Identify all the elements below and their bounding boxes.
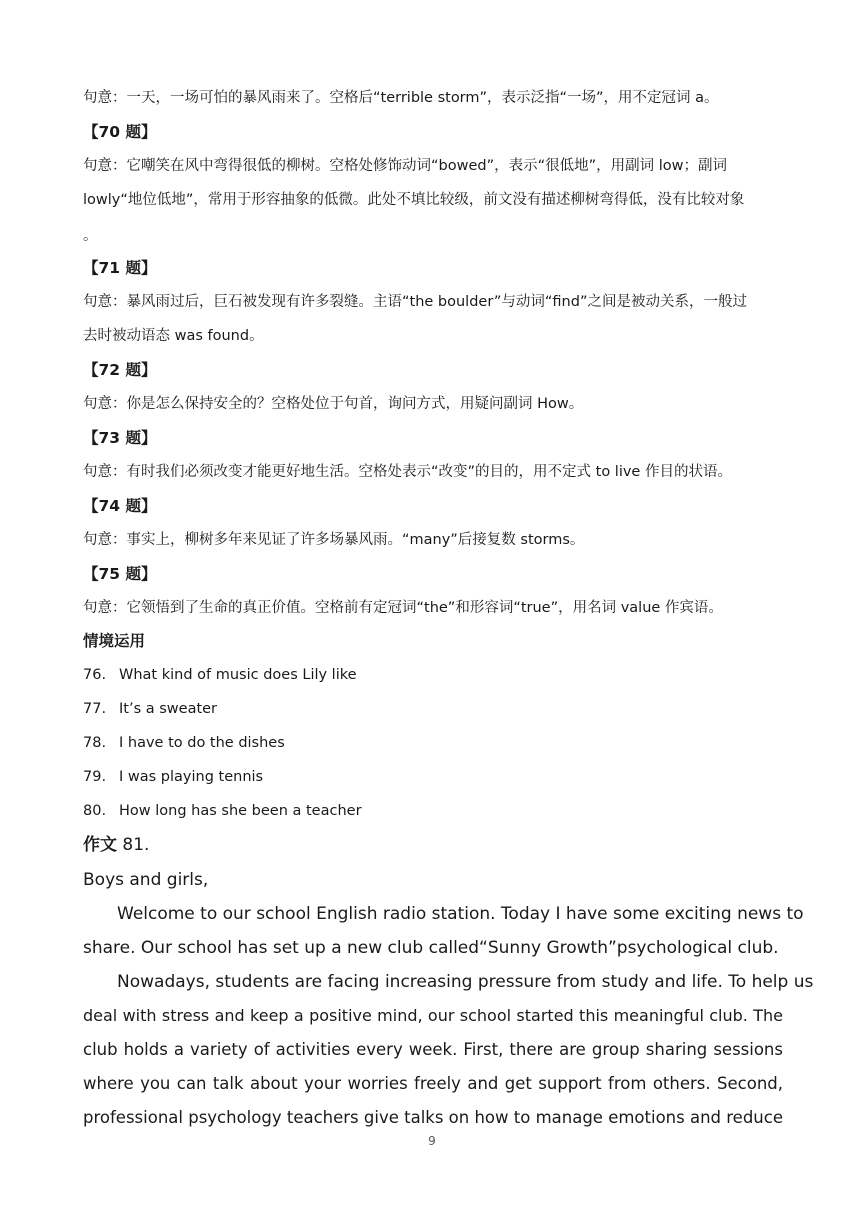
analysis-line: 句意：它嘲笑在风中弯得很低的柳树。空格处修饰动词“bowed”，表示“很低地”，用副词 low；副词 — [83, 158, 727, 174]
analysis-line: 句意：事实上，柳树多年来见证了许多场暴风雨。“many”后接复数 storms。 — [83, 532, 585, 548]
list-item-text: I was playing tennis — [119, 769, 264, 785]
essay-title-number: 81. — [117, 835, 150, 855]
analysis-line: 句意：暴风雨过后，巨石被发现有许多裂缝。主语“the boulder”与动词“find”之间是被动关系，一般过 — [83, 294, 747, 310]
list-item — [83, 733, 285, 753]
list-item-text: What kind of music does Lily like — [119, 667, 357, 683]
list-item — [83, 801, 362, 821]
question-heading: 【73 题】 — [83, 429, 157, 447]
list-item — [83, 767, 263, 787]
page-number: 9 — [428, 1134, 436, 1148]
essay-line: where you can talk about your worries freely and get support from others. Second, — [83, 1074, 783, 1093]
list-item-text: I have to do the dishes — [119, 735, 285, 751]
analysis-line: 句意：你是怎么保持安全的？空格处位于句首，询问方式，用疑问副词 How。 — [83, 396, 584, 412]
list-item-number: 77. — [83, 701, 107, 717]
question-heading: 【74 题】 — [83, 497, 157, 515]
question-heading: 【71 题】 — [83, 259, 157, 277]
analysis-line: lowly“地位低地”，常用于形容抽象的低微。此处不填比较级，前文没有描述柳树弯得低，没有比较对象 — [83, 192, 745, 208]
list-item-number: 80. — [83, 803, 107, 819]
essay-line: professional psychology teachers give talks on how to manage emotions and reduce — [83, 1108, 783, 1127]
list-item-number: 78. — [83, 735, 107, 751]
essay-greeting: Boys and girls, — [83, 870, 209, 890]
list-item-text: How long has she been a teacher — [119, 803, 362, 819]
section-heading: 情境运用 — [83, 632, 146, 650]
analysis-line: 句意：有时我们必须改变才能更好地生活。空格处表示“改变”的目的，用不定式 to live 作目的状语。 — [83, 464, 732, 480]
essay-line: share. Our school has set up a new club called“Sunny Growth”psychological club. — [83, 938, 779, 958]
question-heading: 【70 题】 — [83, 123, 157, 141]
analysis-line: 句意：它领悟到了生命的真正价值。空格前有定冠词“the”和形容词“true”，用名词 value 作宾语。 — [83, 600, 723, 616]
essay-title — [83, 834, 149, 856]
list-item — [83, 699, 217, 719]
essay-line: club holds a variety of activities every week. First, there are group sharing sessions — [83, 1040, 783, 1059]
question-heading: 【72 题】 — [83, 361, 157, 379]
list-item-number: 76. — [83, 667, 107, 683]
essay-line: Nowadays, students are facing increasing pressure from study and life. To help us — [117, 972, 814, 992]
list-item-number: 79. — [83, 769, 107, 785]
analysis-line: 。 — [83, 228, 98, 244]
question-heading: 【75 题】 — [83, 565, 157, 583]
essay-line: Welcome to our school English radio station. Today I have some exciting news to — [117, 904, 804, 924]
analysis-line: 去时被动语态 was found。 — [83, 328, 264, 344]
analysis-line: 句意：一天，一场可怕的暴风雨来了。空格后“terrible storm”，表示泛指“一场”，用不定冠词 a。 — [83, 90, 719, 106]
list-item — [83, 665, 357, 685]
essay-line: deal with stress and keep a positive mind, our school started this meaningful club. The — [83, 1006, 783, 1025]
list-item-text: It’s a sweater — [119, 701, 218, 717]
essay-title-label: 作文 — [83, 835, 117, 855]
